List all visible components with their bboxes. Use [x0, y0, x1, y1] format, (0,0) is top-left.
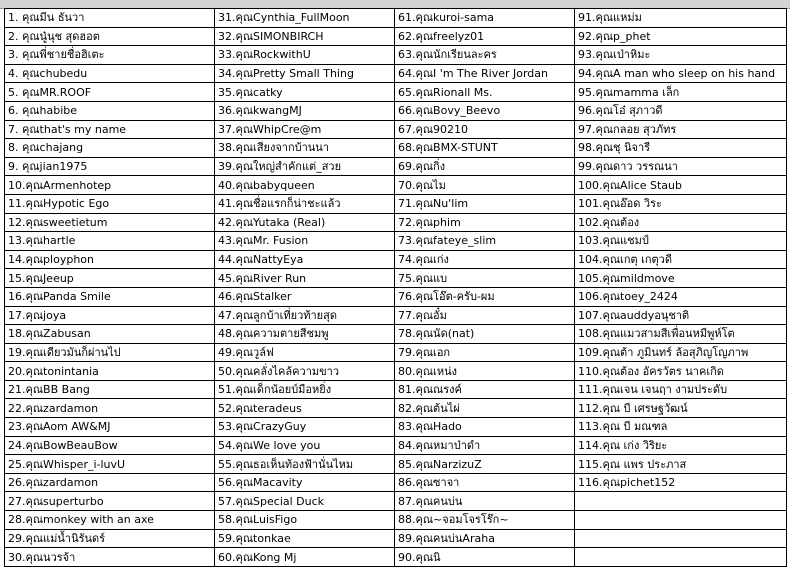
name-cell: 55.คุณธอเห็นท้องฟ้านั่นไหม [215, 455, 395, 474]
table-row [5, 325, 787, 344]
table-row [5, 436, 787, 455]
table-row [5, 418, 787, 437]
name-cell: 47.คุณลูกบ้าเที่ยวท้ายสุด [215, 306, 395, 325]
table-row [5, 529, 787, 548]
name-cell: 105.คุณmildmove [575, 269, 787, 288]
name-cell: 90.คุณนิ [395, 548, 575, 567]
name-cell: 116.คุณpichet152 [575, 473, 787, 492]
name-cell: 67.คุณ90210 [395, 120, 575, 139]
table-row [5, 101, 787, 120]
name-cell: 92.คุณp_phet [575, 27, 787, 46]
name-cell: 80.คุณเหน่ง [395, 362, 575, 381]
name-cell: 15.คุณJeeup [5, 269, 215, 288]
name-cell: 31.คุณCynthia_FullMoon [215, 9, 395, 28]
name-cell [575, 511, 787, 530]
name-cell: 6. คุณhabibe [5, 101, 215, 120]
name-cell: 95.คุณmamma เล็ก [575, 83, 787, 102]
name-cell: 110.คุณต้อง อัครวัตร นาคเกิด [575, 362, 787, 381]
table-row [5, 492, 787, 511]
name-cell: 70.คุณไม [395, 176, 575, 195]
name-cell: 68.คุณBMX-STUNT [395, 139, 575, 158]
name-cell: 73.คุณfateye_slim [395, 232, 575, 251]
name-cell: 5. คุณMR.ROOF [5, 83, 215, 102]
table-row [5, 399, 787, 418]
name-cell: 93.คุณเป่าหิมะ [575, 46, 787, 65]
name-cell: 69.คุณกิ่ง [395, 157, 575, 176]
table-row [5, 380, 787, 399]
name-cell: 7. คุณthat's my name [5, 120, 215, 139]
name-cell: 49.คุณวูล์ฟ [215, 343, 395, 362]
name-cell: 14.คุณployphon [5, 250, 215, 269]
name-cell: 51.คุณเด็กน้อยบ์มือหยิ่ง [215, 380, 395, 399]
name-cell: 32.คุณSIMONBIRCH [215, 27, 395, 46]
name-cell: 65.คุณRionall Ms. [395, 83, 575, 102]
name-cell: 89.คุณคนบ่นAraha [395, 529, 575, 548]
name-cell: 28.คุณmonkey with an axe [5, 511, 215, 530]
name-cell: 41.คุณชื่อแรกก็น่าชะแล้ว [215, 194, 395, 213]
name-cell: 60.คุณKong Mj [215, 548, 395, 567]
name-cell: 40.คุณbabyqueen [215, 176, 395, 195]
table-row [5, 343, 787, 362]
name-cell: 43.คุณMr. Fusion [215, 232, 395, 251]
name-cell: 21.คุณBB Bang [5, 380, 215, 399]
table-row [5, 157, 787, 176]
table-row [5, 27, 787, 46]
table-row [5, 306, 787, 325]
table-row [5, 455, 787, 474]
name-cell: 39.คุณใหญ่สำคักแต่_สวย [215, 157, 395, 176]
name-cell: 4. คุณchubedu [5, 64, 215, 83]
name-cell: 104.คุณเกตุ เกตุวดี [575, 250, 787, 269]
name-cell: 111.คุณเจน เจนฤา งามประดับ [575, 380, 787, 399]
name-cell: 112.คุณ บี เศรษฐวัฒน์ [575, 399, 787, 418]
name-cell: 86.คุณซาจา [395, 473, 575, 492]
name-cell: 34.คุณPretty Small Thing [215, 64, 395, 83]
name-cell: 44.คุณNattyEya [215, 250, 395, 269]
name-cell: 107.คุณauddyอนุชาติ [575, 306, 787, 325]
name-cell: 88.คุณ~จอมโจรโร๊ก~ [395, 511, 575, 530]
name-cell: 22.คุณzardamon [5, 399, 215, 418]
name-cell: 48.คุณความตายสีชมพู [215, 325, 395, 344]
name-cell: 38.คุณเสียงจากบ้านนา [215, 139, 395, 158]
name-cell: 52.คุณteradeus [215, 399, 395, 418]
table-row [5, 511, 787, 530]
name-cell: 98.คุณชุ นิจารี [575, 139, 787, 158]
table-row [5, 213, 787, 232]
name-list-table [4, 8, 787, 567]
table-row [5, 362, 787, 381]
name-cell: 94.คุณA man who sleep on his hand [575, 64, 787, 83]
name-cell: 24.คุณBowBeauBow [5, 436, 215, 455]
name-cell: 36.คุณkwangMJ [215, 101, 395, 120]
name-cell: 61.คุณkuroi-sama [395, 9, 575, 28]
name-cell [575, 529, 787, 548]
table-row [5, 83, 787, 102]
name-cell: 63.คุณนักเรียนละคร [395, 46, 575, 65]
name-cell: 77.คุณอั๋ม [395, 306, 575, 325]
name-cell: 99.คุณดาว วรรณนา [575, 157, 787, 176]
name-cell: 100.คุณAlice Staub [575, 176, 787, 195]
name-cell: 11.คุณHypotic Ego [5, 194, 215, 213]
name-cell: 58.คุณLuisFigo [215, 511, 395, 530]
name-cell: 50.คุณคลั่งไคล้ความขาว [215, 362, 395, 381]
table-row [5, 120, 787, 139]
name-cell: 37.คุณWhipCre@m [215, 120, 395, 139]
name-cell: 9. คุณjian1975 [5, 157, 215, 176]
table-row [5, 9, 787, 28]
table-row [5, 64, 787, 83]
name-cell: 57.คุณSpecial Duck [215, 492, 395, 511]
name-cell: 106.คุณtoey_2424 [575, 287, 787, 306]
table-row [5, 139, 787, 158]
name-cell: 35.คุณcatky [215, 83, 395, 102]
name-cell: 16.คุณPanda Smile [5, 287, 215, 306]
name-cell: 20.คุณtonintania [5, 362, 215, 381]
name-cell: 82.คุณต้นไผ่ [395, 399, 575, 418]
name-cell: 84.คุณหมาป่าดำ [395, 436, 575, 455]
name-cell: 109.คุณต้า ภูมินทร์ ล้อสุภิญโญภาพ [575, 343, 787, 362]
name-cell: 83.คุณHado [395, 418, 575, 437]
name-cell: 27.คุณsuperturbo [5, 492, 215, 511]
name-cell: 85.คุณNarzizuZ [395, 455, 575, 474]
name-cell: 113.คุณ บี มณฑล [575, 418, 787, 437]
name-cell [575, 548, 787, 567]
name-cell: 114.คุณ เก่ง วิริยะ [575, 436, 787, 455]
name-cell: 1. คุณมีน ธันวา [5, 9, 215, 28]
name-cell [575, 492, 787, 511]
table-row [5, 46, 787, 65]
name-cell: 8. คุณchajang [5, 139, 215, 158]
name-cell: 23.คุณAom AW&MJ [5, 418, 215, 437]
name-cell: 81.คุณณรงค์ [395, 380, 575, 399]
name-cell: 64.คุณI 'm The River Jordan [395, 64, 575, 83]
name-cell: 87.คุณคนบ่น [395, 492, 575, 511]
name-cell: 91.คุณแหม่ม [575, 9, 787, 28]
name-cell: 46.คุณStalker [215, 287, 395, 306]
name-cell: 103.คุณแชมป์ [575, 232, 787, 251]
table-row [5, 473, 787, 492]
name-cell: 13.คุณhartle [5, 232, 215, 251]
name-cell: 78.คุณนัด(nat) [395, 325, 575, 344]
name-cell: 3. คุณพี่ชายชื่อฮิเตะ [5, 46, 215, 65]
name-cell: 115.คุณ แพร ประภาส [575, 455, 787, 474]
name-cell: 97.คุณกลอย สุวภัทร [575, 120, 787, 139]
name-cell: 29.คุณแม่น้ำนิรันดร์ [5, 529, 215, 548]
name-cell: 42.คุณYutaka (Real) [215, 213, 395, 232]
table-row [5, 250, 787, 269]
name-cell: 26.คุณzardamon [5, 473, 215, 492]
table-row [5, 194, 787, 213]
table-row [5, 232, 787, 251]
name-cell: 45.คุณRiver Run [215, 269, 395, 288]
name-cell: 10.คุณArmenhotep [5, 176, 215, 195]
name-cell: 54.คุณWe love you [215, 436, 395, 455]
name-cell: 75.คุณแบ [395, 269, 575, 288]
name-cell: 108.คุณแมวสามสีเพื่อนหมีพูห์โต [575, 325, 787, 344]
name-cell: 17.คุณjoya [5, 306, 215, 325]
name-cell: 12.คุณsweetietum [5, 213, 215, 232]
name-cell: 74.คุณเก่ง [395, 250, 575, 269]
name-cell: 72.คุณphim [395, 213, 575, 232]
name-cell: 101.คุณอ๊อด วิระ [575, 194, 787, 213]
name-cell: 76.คุณโอ๊ต-ครับ-ผม [395, 287, 575, 306]
name-cell: 102.คุณต้อง [575, 213, 787, 232]
name-cell: 30.คุณนวรจ้า [5, 548, 215, 567]
name-list-body [5, 9, 787, 567]
name-cell: 96.คุณโอ๋ สุภาวดี [575, 101, 787, 120]
name-cell: 56.คุณMacavity [215, 473, 395, 492]
name-cell: 62.คุณfreelyz01 [395, 27, 575, 46]
name-cell: 33.คุณRockwithU [215, 46, 395, 65]
name-cell: 79.คุณเอก [395, 343, 575, 362]
name-cell: 71.คุณNu'lim [395, 194, 575, 213]
table-row [5, 548, 787, 567]
name-cell: 25.คุณWhisper_i-luvU [5, 455, 215, 474]
table-row [5, 269, 787, 288]
table-row [5, 287, 787, 306]
name-cell: 18.คุณZabusan [5, 325, 215, 344]
name-cell: 2. คุณนู๋นุช สุดฮอต [5, 27, 215, 46]
name-cell: 59.คุณtonkae [215, 529, 395, 548]
name-cell: 19.คุณเดียวมันก็ผ่านไป [5, 343, 215, 362]
table-row [5, 176, 787, 195]
name-cell: 66.คุณBovy_Beevo [395, 101, 575, 120]
name-cell: 53.คุณCrazyGuy [215, 418, 395, 437]
